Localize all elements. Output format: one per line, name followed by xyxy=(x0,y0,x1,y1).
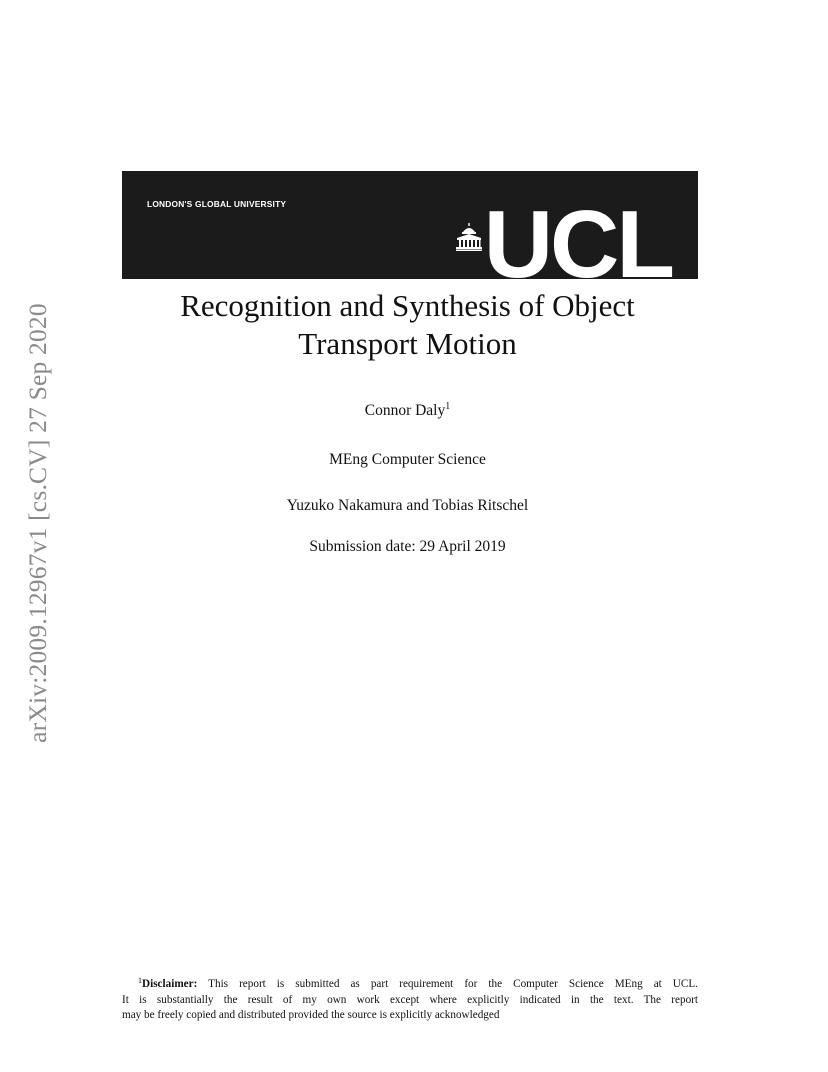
arxiv-side-stamp xyxy=(20,285,56,760)
author-footnote-mark: 1 xyxy=(445,401,451,412)
footnote-line-1 xyxy=(122,977,698,993)
supervisors: Yuzuko Nakamura and Tobias Ritschel xyxy=(286,497,529,514)
footnote-text-1: This report is submitted as part requirement for the Computer Science MEng at UCL. xyxy=(208,978,698,990)
footnote-line-2: It is substantially the result of my own work except where explicitly indicated in the text. The report xyxy=(122,993,698,1006)
footnote-line-3: may be freely copied and distributed provided the source is explicitly acknowledged xyxy=(122,1009,500,1021)
author-line xyxy=(130,402,685,420)
ucl-banner xyxy=(122,171,698,279)
ucl-tagline: LONDON'S GLOBAL UNIVERSITY xyxy=(147,199,287,209)
submission-date: Submission date: 29 April 2019 xyxy=(309,538,506,555)
author-name: Connor Daly xyxy=(364,402,446,419)
ucl-logo-wordmark: UCL xyxy=(483,191,672,279)
ucl-portico-icon xyxy=(456,223,482,251)
degree-programme: MEng Computer Science xyxy=(329,451,486,468)
footnote-mark: 1 xyxy=(138,976,142,985)
report-title: Recognition and Synthesis of Object Transport Motion xyxy=(180,288,635,361)
disclaimer-footnote xyxy=(122,977,698,1024)
footnote-label: Disclaimer: xyxy=(142,978,198,990)
arxiv-identifier: arXiv:2009.12967v1 [cs.CV] 27 Sep 2020 xyxy=(23,302,52,743)
